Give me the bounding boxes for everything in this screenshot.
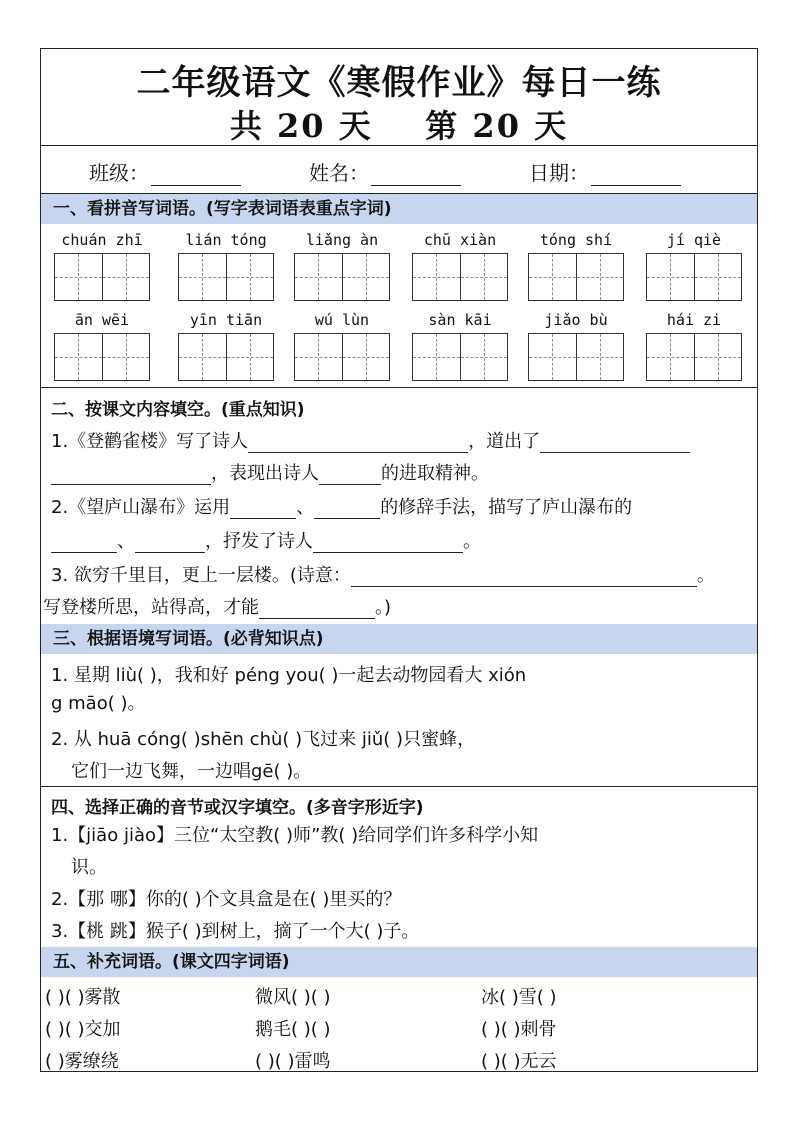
writing-grid[interactable]	[412, 253, 508, 301]
pinyin-box[interactable]	[293, 231, 391, 301]
date-blank[interactable]	[591, 165, 681, 186]
pinyin-label: hái zi	[666, 311, 722, 329]
pinyin-label: lián tóng	[185, 231, 267, 249]
worksheet-title: 二年级语文《寒假作业》每日一练	[136, 63, 662, 103]
writing-grid[interactable]	[528, 333, 624, 381]
class-label: 班级：	[89, 161, 149, 185]
section-divider	[41, 387, 757, 388]
answer-blank[interactable]	[319, 466, 381, 485]
pinyin-box[interactable]	[53, 311, 151, 381]
q-text: 。)	[375, 597, 392, 618]
idiom-blank[interactable]: ( )雾缭绕	[45, 1051, 119, 1072]
q-text: 、	[117, 531, 135, 552]
q-text: ，道出了	[468, 431, 541, 452]
section1-heading: 一、看拼音写词语。(写字表词语表重点字词)	[41, 194, 757, 224]
idiom-blank[interactable]: ( )( )雾散	[45, 987, 121, 1008]
question-3-1[interactable]: 1. 星期 liù( )，我和好 péng you( )一起去动物园看大 xión	[51, 665, 527, 686]
question-2-2	[51, 493, 632, 519]
q-text: ，表现出诗人	[211, 463, 319, 484]
section2-heading: 二、按课文内容填空。(重点知识)	[51, 400, 305, 420]
q-text: 写登楼所思，站得高，才能	[43, 597, 259, 618]
writing-grid[interactable]	[178, 253, 274, 301]
question-2-2-cont	[51, 527, 481, 553]
pinyin-label: wú lùn	[314, 311, 370, 329]
q-text: 2.《望庐山瀑布》运用	[51, 497, 231, 518]
question-3-2[interactable]: 2. 从 huā cóng( )shēn chù( )飞过来 jiǔ( )只蜜蜂，	[51, 729, 476, 750]
question-2-1	[51, 427, 690, 453]
answer-blank[interactable]	[51, 466, 211, 485]
name-field[interactable]	[309, 157, 461, 186]
q-text: ，抒发了诗人	[205, 531, 313, 552]
idiom-blank[interactable]: ( )( )交加	[45, 1019, 121, 1040]
idiom-blank[interactable]: 鹅毛( )( )	[255, 1019, 331, 1040]
answer-blank[interactable]	[540, 434, 690, 453]
q-text: 的进取精神。	[381, 463, 489, 484]
date-label: 日期：	[529, 161, 589, 185]
writing-grid[interactable]	[178, 333, 274, 381]
pinyin-label: chū xiàn	[423, 231, 497, 249]
section3-heading: 三、根据语境写词语。(必背知识点)	[41, 624, 757, 654]
name-blank[interactable]	[371, 165, 461, 186]
student-info-row	[41, 145, 757, 194]
pinyin-box[interactable]	[411, 231, 509, 301]
answer-blank[interactable]	[230, 500, 296, 519]
class-field[interactable]	[89, 157, 241, 186]
day-counter	[41, 101, 757, 147]
class-blank[interactable]	[151, 165, 241, 186]
pinyin-label: sàn kāi	[428, 311, 492, 329]
question-2-1-cont	[51, 459, 489, 485]
pinyin-label: chuán zhī	[61, 231, 143, 249]
pinyin-box[interactable]	[645, 231, 743, 301]
pinyin-label: jí qiè	[666, 231, 722, 249]
answer-blank[interactable]	[135, 534, 205, 553]
answer-blank[interactable]	[259, 600, 375, 619]
writing-grid[interactable]	[294, 253, 390, 301]
idiom-blank[interactable]: ( )( )刺骨	[481, 1019, 557, 1040]
pinyin-label: yīn tiān	[189, 311, 263, 329]
name-label: 姓名：	[309, 161, 369, 185]
answer-blank[interactable]	[51, 534, 117, 553]
title-block	[41, 49, 757, 146]
q-text: 的修辞手法，描写了庐山瀑布的	[380, 497, 633, 518]
q-text: 3. 欲穷千里目，更上一层楼。(诗意：	[51, 565, 351, 586]
total-days: 共 20 天	[229, 107, 373, 145]
writing-grid[interactable]	[294, 333, 390, 381]
answer-blank[interactable]	[313, 534, 463, 553]
section-divider	[41, 786, 757, 787]
writing-grid[interactable]	[54, 253, 150, 301]
pinyin-box[interactable]	[527, 311, 625, 381]
q-text: 、	[296, 497, 315, 518]
writing-grid[interactable]	[54, 333, 150, 381]
q-text: 1.《登鹳雀楼》写了诗人	[51, 431, 249, 452]
writing-grid[interactable]	[646, 333, 742, 381]
writing-grid[interactable]	[528, 253, 624, 301]
question-4-2[interactable]: 2.【那 哪】你的( )个文具盒是在( )里买的？	[51, 889, 402, 910]
answer-blank[interactable]	[314, 500, 380, 519]
idiom-blank[interactable]: 冰( )雪( )	[481, 987, 557, 1008]
question-4-3[interactable]: 3.【桃 跳】猴子( )到树上，摘了一个大( )子。	[51, 921, 420, 942]
writing-grid[interactable]	[646, 253, 742, 301]
question-3-1-cont[interactable]: g māo( )。	[51, 693, 146, 714]
pinyin-box[interactable]	[411, 311, 509, 381]
question-4-1-cont: 识。	[71, 857, 107, 878]
idiom-blank[interactable]: 微风( )( )	[255, 987, 331, 1008]
pinyin-label: jiǎo bù	[544, 311, 608, 329]
pinyin-label: tóng shí	[539, 231, 613, 249]
q-text: 。	[696, 565, 715, 586]
answer-blank[interactable]	[351, 568, 697, 587]
question-2-3-cont	[43, 593, 391, 619]
question-4-1[interactable]: 1.【jiāo jiào】三位“太空教( )师”教( )给同学们许多科学小知	[51, 825, 539, 846]
answer-blank[interactable]	[248, 434, 468, 453]
writing-grid[interactable]	[412, 333, 508, 381]
question-3-2-cont[interactable]: 它们一边飞舞，一边唱gē( )。	[71, 761, 312, 782]
q-text: 。	[463, 531, 481, 552]
idiom-blank[interactable]: ( )( )雷鸣	[255, 1051, 331, 1072]
pinyin-box[interactable]	[527, 231, 625, 301]
pinyin-box[interactable]	[177, 231, 275, 301]
worksheet	[40, 48, 758, 1072]
current-day: 第 20 天	[425, 107, 569, 145]
question-2-3	[51, 561, 715, 587]
pinyin-box[interactable]	[177, 311, 275, 381]
pinyin-box[interactable]	[293, 311, 391, 381]
pinyin-box[interactable]	[645, 311, 743, 381]
section4-heading: 四、选择正确的音节或汉字填空。(多音字形近字)	[51, 798, 424, 818]
pinyin-label: ān wēi	[74, 311, 130, 329]
pinyin-label: liǎng àn	[305, 231, 379, 249]
pinyin-box[interactable]	[53, 231, 151, 301]
date-field[interactable]	[529, 157, 681, 186]
idiom-blank[interactable]: ( )( )无云	[481, 1051, 557, 1072]
section5-heading: 五、补充词语。(课文四字词语)	[41, 947, 757, 977]
